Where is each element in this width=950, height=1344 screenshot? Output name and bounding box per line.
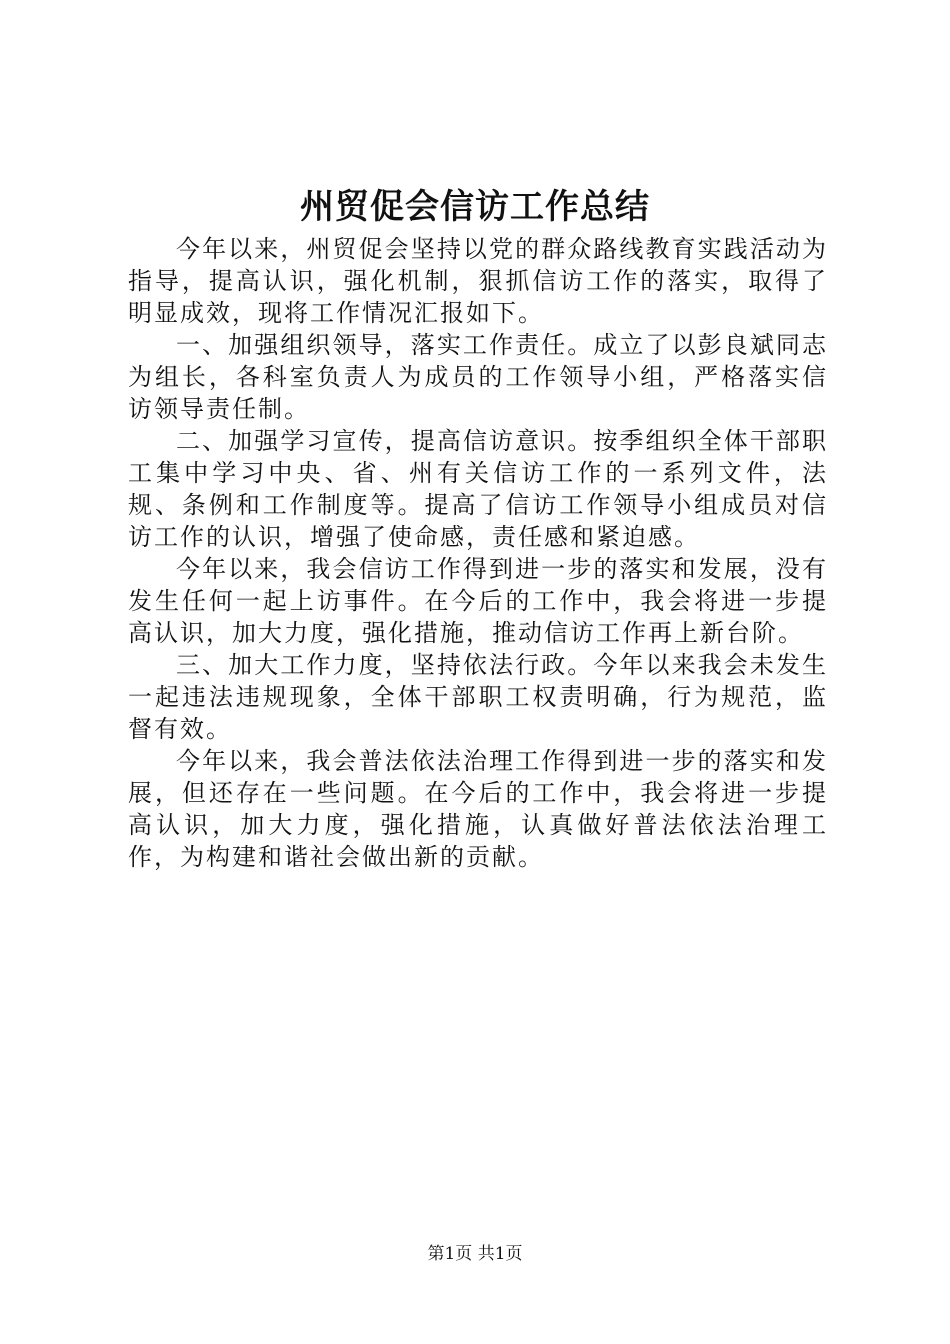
paragraph-progress: 今年以来，我会信访工作得到进一步的落实和发展，没有发生任何一起上访事件。在今后的工作中，我会将进一步提高认识，加大力度，强化措施，推动信访工作再上新台阶。 [128,555,828,647]
paragraph-conclusion: 今年以来，我会普法依法治理工作得到进一步的落实和发展，但还存在一些问题。在今后的工作中，我会将进一步提高认识，加大力度，强化措施，认真做好普法依法治理工作，为构建和谐社会做出新的贡献。 [128,747,828,871]
document-body [128,233,828,873]
document-title: 州贸促会信访工作总结 [300,187,650,227]
paragraph-organization: 一、加强组织领导，落实工作责任。成立了以彭良斌同志为组长，各科室负责人为成员的工作领导小组，严格落实信访领导责任制。 [128,331,828,423]
paragraph-law: 三、加大工作力度，坚持依法行政。今年以来我会未发生一起违法违规现象，全体干部职工权责明确，行为规范，监督有效。 [128,651,828,743]
paragraph-intro: 今年以来，州贸促会坚持以党的群众路线教育实践活动为指导，提高认识，强化机制，狠抓信访工作的落实，取得了明显成效，现将工作情况汇报如下。 [128,235,828,327]
paragraph-study: 二、加强学习宣传，提高信访意识。按季组织全体干部职工集中学习中央、省、州有关信访工作的一系列文件，法规、条例和工作制度等。提高了信访工作领导小组成员对信访工作的认识，增强了使命感，责任感和紧迫感。 [128,427,828,551]
page-number: 第1页 共1页 [427,1244,523,1264]
